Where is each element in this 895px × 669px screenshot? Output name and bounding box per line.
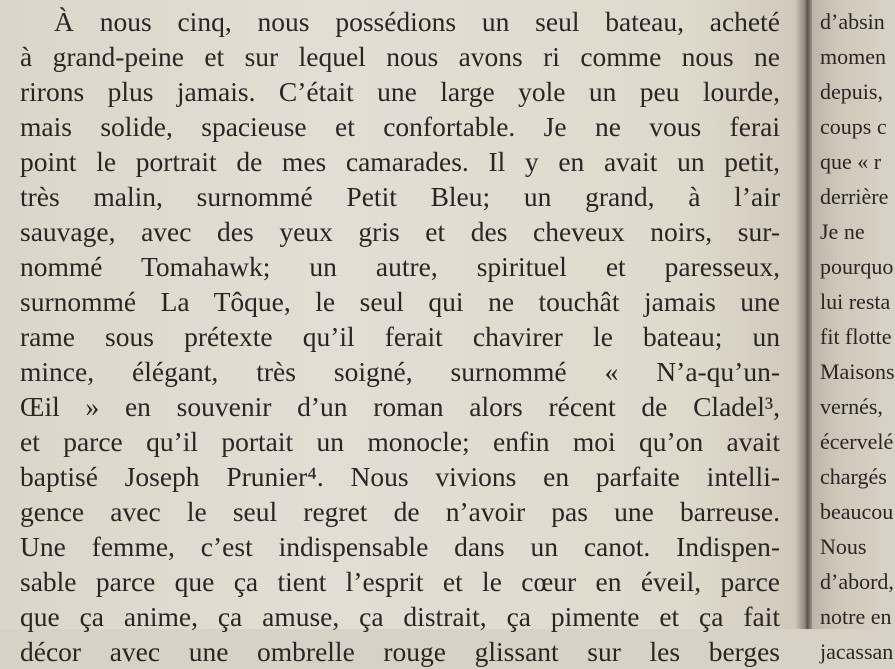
body-text [20,4,780,669]
text-fragment: d’abord, [820,569,894,594]
text-line: point le portrait de mes camarades. Il y en avait un petit, [20,146,780,177]
text-line: que ça anime, ça amuse, ça distrait, ça pimente et ça fait [20,601,780,632]
text-line: surnommé La Tôque, le seul qui ne touchât jamais une [20,286,780,317]
text-fragment: depuis, [820,79,883,104]
text-line: rirons plus jamais. C’était une large yole un peu lourde, [20,76,780,107]
text-line: très malin, surnommé Petit Bleu; un grand, à l’air [20,181,780,212]
text-fragment: d’absin [820,9,885,34]
text-fragment: beaucou [820,499,894,524]
text-fragment: momen [820,44,886,69]
text-fragment: Nous [820,534,867,559]
text-line: Œil » en souvenir d’un roman alors récent de Cladel³, [20,391,780,422]
text-line: sauvage, avec des yeux gris et des cheveux noirs, sur- [20,216,780,247]
text-fragment: notre en [820,604,892,629]
right-page [812,0,895,664]
text-line: Une femme, c’est indispensable dans un canot. Indispen- [20,531,780,562]
right-page-text [820,4,895,669]
text-line: mais solide, spacieuse et confortable. Je ne vous ferai [20,111,780,142]
text-line: décor avec une ombrelle rouge glissant sur les berges [20,636,780,667]
text-fragment: lui resta [820,289,891,314]
text-line: mince, élégant, très soigné, surnommé « N’a-qu’un- [20,356,780,387]
text-fragment: Je ne [820,219,865,244]
text-fragment: chargés [820,464,887,489]
text-fragment: derrière [820,184,889,209]
text-fragment: jacassan [820,639,894,664]
text-line: à grand-peine et sur lequel nous avons ri comme nous ne [20,41,780,72]
text-fragment: écervelé [820,429,894,454]
text-line: nommé Tomahawk; un autre, spirituel et paresseux, [20,251,780,282]
text-line: et parce qu’il portait un monocle; enfin moi qu’on avait [20,426,780,457]
text-fragment: que « r [820,149,882,174]
text-line: gence avec le seul regret de n’avoir pas une barreuse. [20,496,780,527]
text-line: À nous cinq, nous possédions un seul bateau, acheté [54,6,780,37]
text-fragment: vernés, [820,394,883,419]
text-fragment: coups c [820,114,887,139]
text-line: baptisé Joseph Prunier⁴. Nous vivions en parfaite intelli- [20,461,780,492]
text-fragment: Maisons [820,359,895,384]
text-line: sable parce que ça tient l’esprit et le cœur en éveil, parce [20,566,780,597]
text-fragment: pourquo [820,254,894,279]
text-line: rame sous prétexte qu’il ferait chavirer le bateau; un [20,321,780,352]
text-fragment: fit flotte [820,324,892,349]
